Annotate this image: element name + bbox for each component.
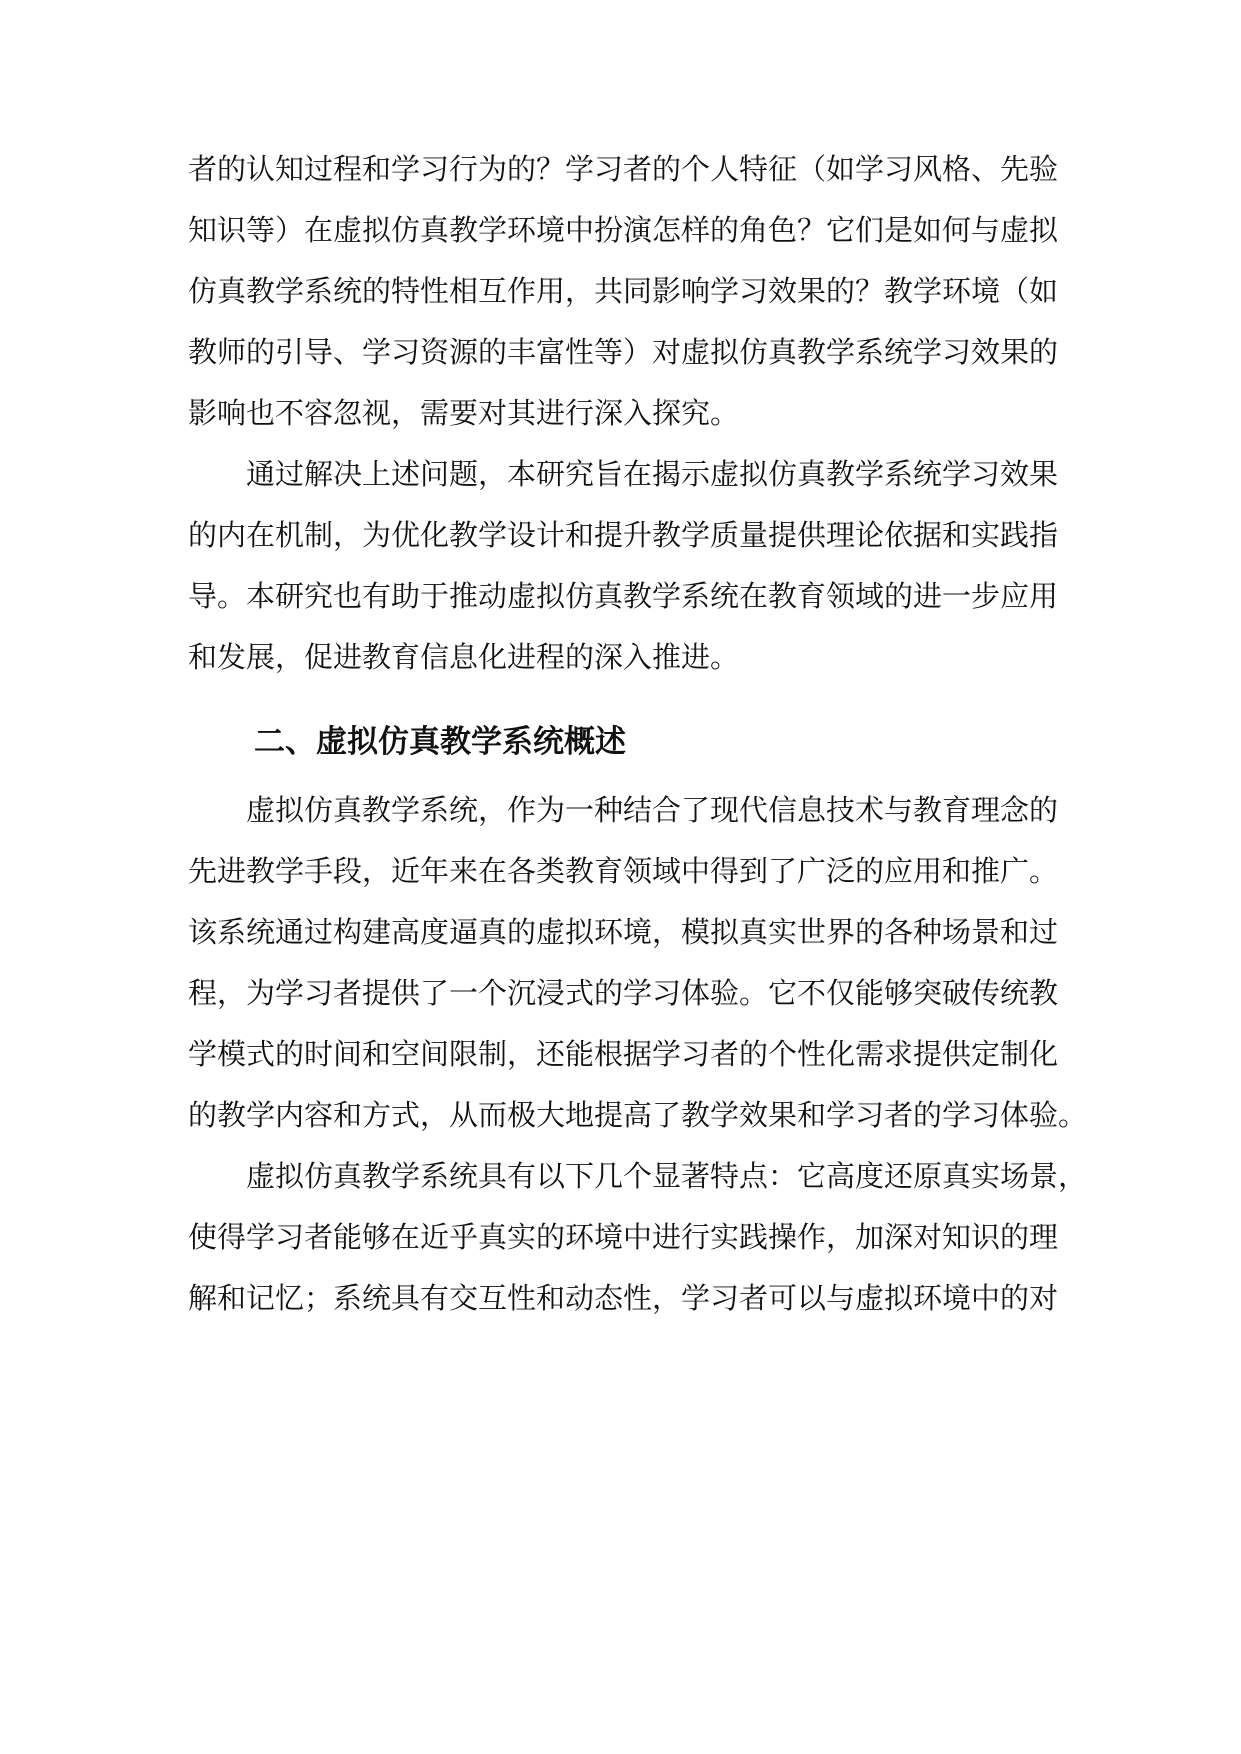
paragraph <box>188 780 1088 1146</box>
text-line: 导。本研究也有助于推动虚拟仿真教学系统在教育领域的进一步应用 <box>188 579 1059 613</box>
text-line: 教师的引导、学习资源的丰富性等）对虚拟仿真教学系统学习效果的 <box>188 335 1059 369</box>
paragraph <box>188 1146 1088 1329</box>
text-line: 该系统通过构建高度逼真的虚拟环境，模拟真实世界的各种场景和过 <box>188 915 1059 949</box>
text-line: 和发展，促进教育信息化进程的深入推进。 <box>188 640 740 674</box>
text-line: 先进教学手段，近年来在各类教育领域中得到了广泛的应用和推广。 <box>188 854 1059 888</box>
paragraph <box>188 444 1058 688</box>
text-line: 解和记忆；系统具有交互性和动态性，学习者可以与虚拟环境中的对 <box>188 1281 1059 1315</box>
text-line: 的教学内容和方式，从而极大地提高了教学效果和学习者的学习体验。 <box>188 1098 1088 1132</box>
body-text <box>188 139 1088 1329</box>
text-line: 学模式的时间和空间限制，还能根据学习者的个性化需求提供定制化 <box>188 1037 1059 1071</box>
text-line: 影响也不容忽视，需要对其进行深入探究。 <box>188 396 740 430</box>
section-heading: 二、虚拟仿真教学系统概述 <box>254 724 626 760</box>
text-line: 知识等）在虚拟仿真教学环境中扮演怎样的角色？它们是如何与虚拟 <box>188 213 1059 247</box>
text-line: 通过解决上述问题，本研究旨在揭示虚拟仿真教学系统学习效果 <box>246 457 1059 491</box>
text-line: 的内在机制，为优化教学设计和提升教学质量提供理论依据和实践指 <box>188 518 1059 552</box>
paragraph <box>188 139 1058 444</box>
text-line: 者的认知过程和学习行为的？学习者的个人特征（如学习风格、先验 <box>188 152 1059 186</box>
text-line: 仿真教学系统的特性相互作用，共同影响学习效果的？教学环境（如 <box>188 274 1059 308</box>
text-line: 虚拟仿真教学系统，作为一种结合了现代信息技术与教育理念的 <box>246 793 1059 827</box>
text-line: 使得学习者能够在近乎真实的环境中进行实践操作，加深对知识的理 <box>188 1220 1059 1254</box>
text-line: 虚拟仿真教学系统具有以下几个显著特点：它高度还原真实场景， <box>246 1159 1088 1193</box>
text-line: 程，为学习者提供了一个沉浸式的学习体验。它不仅能够突破传统教 <box>188 976 1059 1010</box>
